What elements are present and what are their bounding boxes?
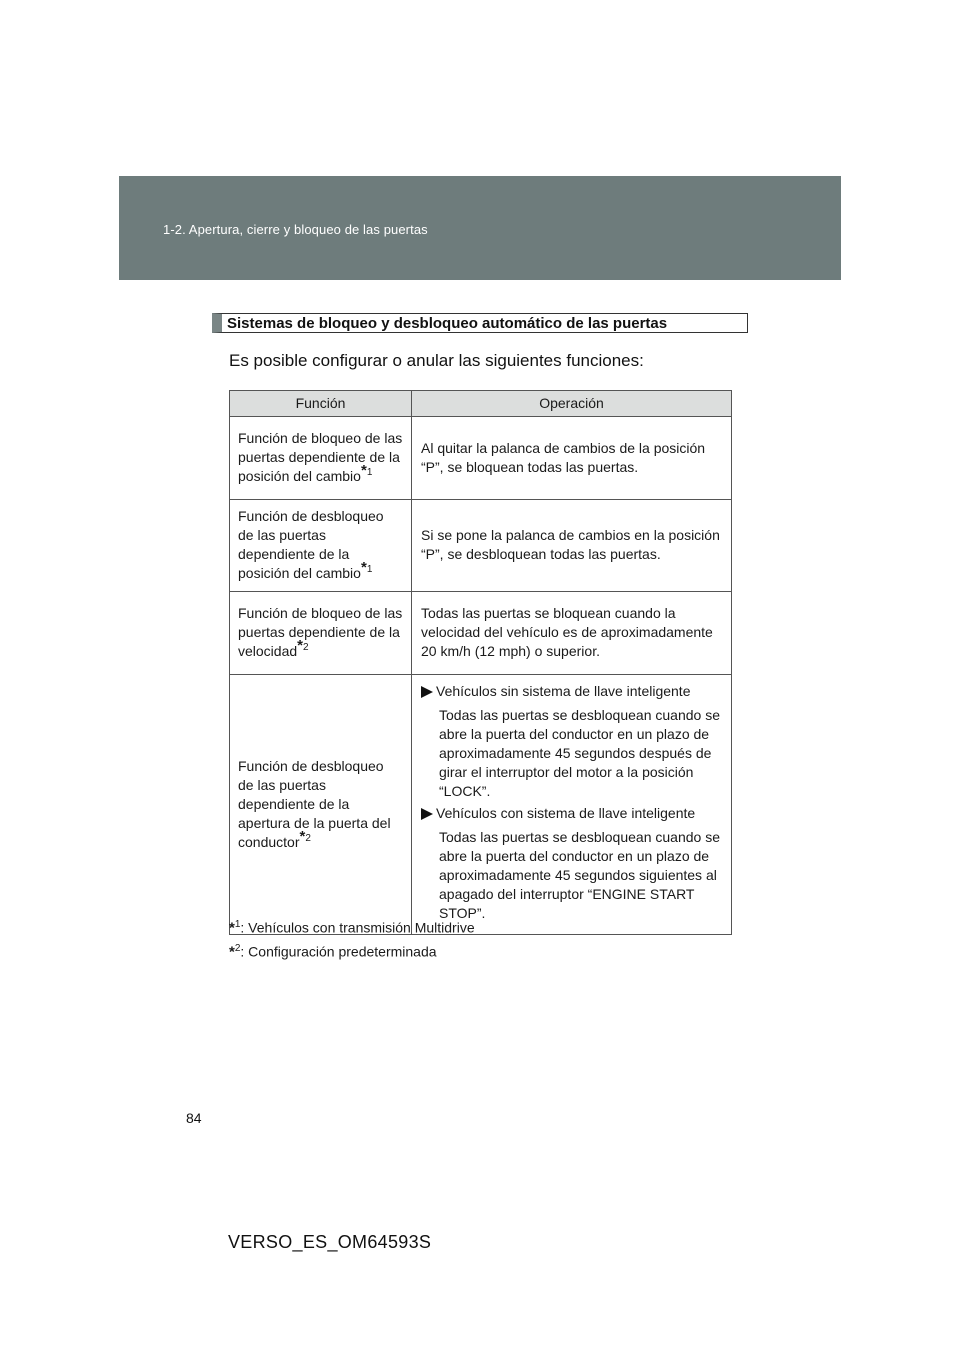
chapter-header [119, 176, 841, 280]
operation-cell: Todas las puertas se bloquean cuando la velocidad del vehículo es de aproximadamente 20 km/h (12 mph) o superior. [412, 592, 732, 675]
functions-table [229, 390, 732, 935]
footnotes [229, 915, 475, 962]
operation-cell: Al quitar la palanca de cambios de la posición “P”, se bloquean todas las puertas. [412, 417, 732, 500]
table-row [230, 675, 732, 935]
breadcrumb: 1-2. Apertura, cierre y bloqueo de las puertas [163, 222, 428, 237]
document-code: VERSO_ES_OM64593S [228, 1232, 432, 1252]
function-cell: Función de bloqueo de las puertas dependiente de la posición del cambio$^{*1}$ [230, 417, 412, 500]
function-cell: Función de desbloqueo de las puertas dependiente de la posición del cambio$^{*1}$ [230, 500, 412, 592]
triangle-bullet-icon [421, 686, 433, 698]
bullet-text: Todas las puertas se desbloquean cuando se abre la puerta del conductor en un plazo de aproximadamente 45 segundos después de girar el interruptor del motor a la posición “LOCK”. [439, 707, 720, 799]
table-row [230, 500, 732, 592]
page-number: 84 [186, 1110, 202, 1126]
bullet-text: Todas las puertas se desbloquean cuando se abre la puerta del conductor en un plazo de aproximadamente 45 segundos siguientes al apagado del interruptor “ENGINE START STOP”. [439, 829, 720, 921]
footnote: *$^1$: Vehículos con transmisión Multidrive [229, 919, 475, 937]
bullet-item: Vehículos sin sistema de llave inteligente [421, 682, 723, 701]
table-row [230, 417, 732, 500]
header-operation: Operación [412, 391, 732, 417]
header-function: Función [230, 391, 412, 417]
function-cell: Función de bloqueo de las puertas dependiente de la velocidad$^{*2}$ [230, 592, 412, 675]
footnote: *$^2$: Configuración predeterminada [229, 942, 437, 961]
bullet-item: Vehículos con sistema de llave inteligente [421, 804, 723, 823]
table-header-row [230, 391, 732, 417]
operation-cell [412, 675, 732, 935]
function-cell: Función de desbloqueo de las puertas dependiente de la apertura de la puerta del conductor$^{*2}$ [230, 675, 412, 935]
table-row [230, 592, 732, 675]
footnote-mark: *2 [299, 827, 311, 845]
triangle-bullet-icon [421, 808, 433, 820]
footnote-mark: *1 [360, 462, 373, 480]
section-title-box [212, 313, 748, 333]
footnote-mark: *2 [297, 637, 309, 655]
section-title: Sistemas de bloqueo y desbloqueo automático de las puertas [227, 315, 668, 332]
footnote-mark: *1 [360, 559, 373, 577]
operation-cell: Si se pone la palanca de cambios en la posición “P”, se desbloquean todas las puertas. [412, 500, 732, 592]
intro-text: Es posible configurar o anular las siguientes funciones: [229, 351, 644, 370]
